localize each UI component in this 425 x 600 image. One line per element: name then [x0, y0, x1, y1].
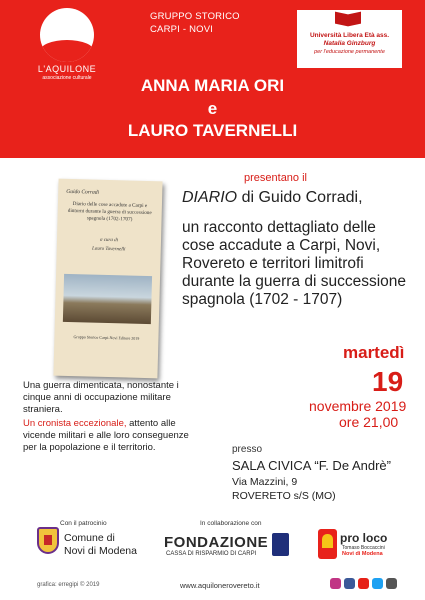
- comune-line2: Novi di Modena: [64, 545, 137, 557]
- diario-heading: [182, 189, 363, 207]
- logo-name: L'AQUILONE: [37, 64, 97, 74]
- side-text-2: [23, 418, 203, 454]
- venue-address: Via Mazzini, 9: [232, 476, 298, 488]
- university-logo: [297, 10, 402, 68]
- aquilone-logo: [28, 6, 106, 86]
- presenter-connector: e: [207, 99, 218, 118]
- uni-line2: Natalia Ginzburg: [323, 40, 376, 47]
- uni-line3: per l'educazione permanente: [314, 49, 385, 55]
- proloco-name: pro loco: [340, 531, 388, 545]
- uni-line1: Università Libera Età ass.: [309, 32, 390, 39]
- logo-subtitle: associazione culturale: [42, 75, 92, 81]
- facebook-icon[interactable]: [344, 578, 355, 589]
- diario-word: DIARIO: [182, 189, 238, 206]
- book-cover: [53, 179, 162, 379]
- venue-city: ROVERETO s/S (MO): [232, 490, 336, 502]
- patrocinio-label: Con il patrocinio: [60, 520, 107, 527]
- event-month-year: novembre 2019: [309, 398, 407, 414]
- diario-author: di Guido Corradi,: [237, 189, 363, 206]
- comune-line1: Comune di: [64, 532, 115, 544]
- fondazione-seal-icon: [272, 533, 289, 556]
- book-description: un racconto dettagliato delle cose accadute a Carpi, Novi, Rovereto e territori limitrofi durante la guerra di successione spagnola (1702 - 1707): [182, 219, 407, 308]
- venue-name: SALA CIVICA “F. De Andrè”: [232, 458, 391, 473]
- youtube-icon[interactable]: [358, 578, 369, 589]
- side-text-2-highlight: Un cronista eccezionale,: [23, 418, 127, 429]
- gruppo-storico: [150, 10, 240, 36]
- book-icon: [335, 13, 361, 29]
- side-text-1: Una guerra dimenticata, nonostante i cinque anni di occupazione militare straniera.: [23, 380, 179, 415]
- fondazione-sub: CASSA DI RISPARMIO DI CARPI: [166, 551, 257, 557]
- book-author: Guido Corradi: [66, 188, 100, 196]
- event-day: 19: [372, 366, 404, 397]
- event-weekday: martedì: [343, 343, 405, 362]
- instagram-icon[interactable]: [330, 578, 341, 589]
- collaborazione-label: In collaborazione con: [200, 520, 262, 527]
- presenter-name-1: ANNA MARIA ORI: [140, 76, 285, 95]
- proloco-sub1: Tomaso Boccaccini: [342, 545, 385, 551]
- grafica-credit: grafica: erregipi © 2019: [37, 582, 100, 588]
- kite-icon: [40, 8, 94, 62]
- side-text-2-rest: attento alle vicende militari e alle loro conseguenze per la popolazione e il territorio.: [23, 418, 189, 453]
- presso-label: presso: [232, 444, 263, 455]
- gruppo-line1: GRUPPO STORICO: [150, 11, 240, 22]
- proloco-sub2: Novi di Modena: [342, 551, 383, 557]
- presenter-name-2: LAURO TAVERNELLI: [127, 121, 298, 140]
- gruppo-line2: CARPI - NOVI: [150, 24, 214, 35]
- mail-icon[interactable]: [386, 578, 397, 589]
- fondazione-name: FONDAZIONE: [164, 534, 269, 551]
- event-time: ore 21,00: [339, 414, 399, 430]
- coat-of-arms-icon: [37, 527, 59, 554]
- book-cura: a cura di: [99, 237, 119, 244]
- twitter-icon[interactable]: [372, 578, 383, 589]
- book-painting: [63, 274, 152, 324]
- presentano-text: presentano il: [244, 172, 307, 184]
- book-editor: Lauro Tavernelli: [91, 246, 126, 253]
- proloco-logo-icon: [318, 529, 337, 559]
- book-title: Diario delle cose accadute a Carpi e dintorni durante la guerra di successione spagnola (1702-1707): [67, 201, 152, 223]
- website-link[interactable]: www.aquilonerovereto.it: [180, 581, 260, 590]
- book-publisher: Gruppo Storico Carpi-Novi Editore 2019: [73, 334, 140, 341]
